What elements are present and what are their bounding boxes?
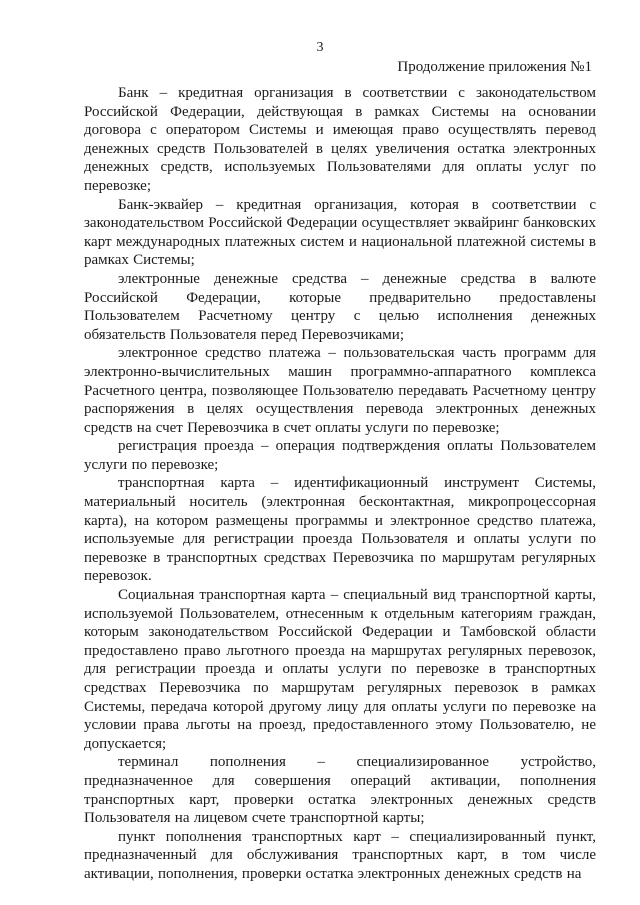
paragraph-social-transport-card: Социальная транспортная карта – специальный вид транспортной карты, используемой Пользователем, отнесенным к отдельным категориям граждан, которым законодательством Российской Федерации и Тамбовской области предоставлено право льготного проезда на маршрутах регулярных перевозок, для регистрации проезда и оплаты услуги по перевозке в транспортных средствах Перевозчика по маршрутам регулярных перевозок в рамках Системы, передача которой другому лицу для оплаты услуги по перевозке на условии права льготы на проезд, предоставленного этому Пользователю, не допускается; xyxy=(84,587,596,752)
paragraph-bank: Банк – кредитная организация в соответствии с законодательством Российской Федерации, действующая в рамках Системы на основании договора с оператором Системы и имеющая право осуществлять перевод денежных средств Пользователей в целях увеличения остатка электронных денежных средств, используемых Пользователями для оплаты услуг по перевозке; xyxy=(84,85,596,194)
paragraph-acquiring-bank: Банк-эквайер – кредитная организация, которая в соответствии с законодательством Российской Федерации осуществляет эквайринг банковских карт международных платежных систем и национальной платежной системы в рамках Системы; xyxy=(84,196,596,269)
page-number: 3 xyxy=(316,40,324,55)
paragraph-electronic-money: электронные денежные средства – денежные средства в валюте Российской Федерации, которые предварительно предоставлены Пользователем Расчетному центру с целью исполнения денежных обязательств Пользователя перед Перевозчиками; xyxy=(84,270,596,343)
paragraph-trip-registration: регистрация проезда – операция подтверждения оплаты Пользователем услуги по перевозке; xyxy=(84,438,596,473)
appendix-continuation-note: Продолжение приложения №1 xyxy=(397,59,592,75)
body-text xyxy=(84,84,596,884)
paragraph-top-up-terminal: терминал пополнения – специализированное устройство, предназначенное для совершения операций активации, пополнения транспортных карт, проверки остатка электронных денежных средств Пользователя на лицевом счете транспортной карты; xyxy=(84,754,596,827)
paragraph-top-up-point: пункт пополнения транспортных карт – специализированный пункт, предназначенный для обслуживания транспортных карт, в том числе активации, пополнения, проверки остатка электронных денежных средств на xyxy=(84,828,596,882)
paragraph-electronic-payment-means: электронное средство платежа – пользовательская часть программ для электронно-вычислительных машин программно-аппаратного комплекса Расчетного центра, позволяющее Пользователю передавать Расчетному центру распоряжения в целях осуществления перевода электронных денежных средств на счет Перевозчика в счет оплаты услуги по перевозке; xyxy=(84,345,596,436)
paragraph-transport-card: транспортная карта – идентификационный инструмент Системы, материальный носитель (электронная бесконтактная, микропроцессорная карта), на котором размещены программы и электронное средство платежа, используемые для регистрации проезда Пользователя и оплаты услуги по перевозке в транспортных средствах Перевозчика по маршрутам регулярных перевозок. xyxy=(84,475,596,585)
